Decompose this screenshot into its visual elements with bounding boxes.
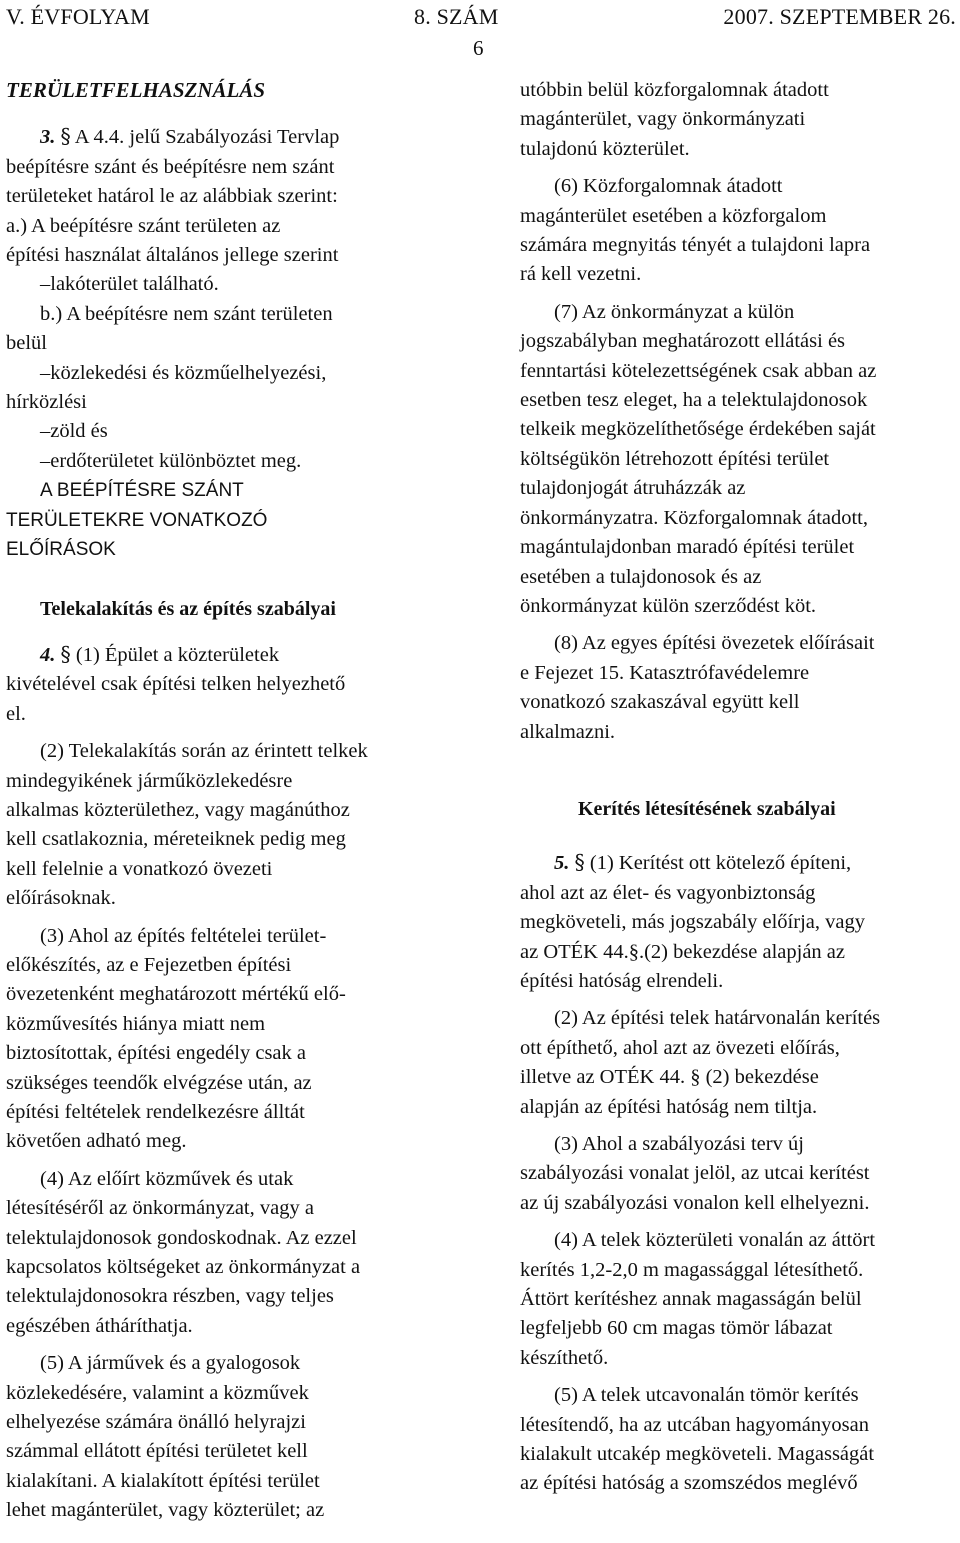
paragraph-4-2 <box>6 737 446 913</box>
text-line: alkalmas közterülethez, vagy magánúthoz <box>6 798 350 821</box>
text-line: biztosítottak, építési engedély csak a <box>6 1042 307 1065</box>
text-line: létesítéséről az önkormányzat, vagy a <box>6 1197 314 1220</box>
text-line: (3) Ahol az építés feltételei terület- <box>40 924 327 947</box>
text-line: telkeik megközelíthetősége érdekében saját <box>520 418 876 441</box>
text-line: (2) Az építési telek határvonalán kerítés <box>554 1007 881 1030</box>
text-line: el. <box>6 702 26 725</box>
text-line: mindegyikének járműközlekedésre <box>6 769 293 792</box>
text-line: (5) A járművek és a gyalogosok <box>40 1352 301 1375</box>
text-line: önkormányzat külön szerződést köt. <box>520 594 817 617</box>
caps-heading: TERÜLETEKRE VONATKOZÓ <box>6 509 268 531</box>
text-line: magánterület esetében a közforgalom <box>520 204 827 227</box>
text-line: ahol azt az élet- és vagyonbiztonság <box>520 881 816 904</box>
text-line: költségükön létrehozott építési terület <box>520 447 830 470</box>
text-line: fenntartási kötelezettségének csak abban az <box>520 359 877 382</box>
page-number: 6 <box>473 36 484 60</box>
paragraph-number: 3. <box>40 126 56 149</box>
text-line: építési feltételek rendelkezésre álltát <box>6 1101 305 1123</box>
text-line: szabályozási vonalat jelöl, az utcai kerítést <box>520 1162 870 1185</box>
text-line: (7) Az önkormányzat a külön <box>554 300 795 323</box>
text-line: önkormányzatra. Közforgalomnak átadott, <box>520 506 868 529</box>
caps-heading: A BEÉPÍTÉSRE SZÁNT <box>40 480 244 502</box>
paragraph-4-3 <box>6 922 446 1157</box>
text-line: elhelyezése számára önálló helyrajzi <box>6 1411 306 1434</box>
header-volume: V. ÉVFOLYAM <box>6 4 150 29</box>
paragraph-4-6 <box>520 172 960 290</box>
paragraph-4-7 <box>520 298 960 621</box>
text-line: magánterület, vagy önkormányzati <box>520 108 806 131</box>
paragraph-5-1 <box>520 848 960 996</box>
text-line: rá kell vezetni. <box>520 263 642 286</box>
text-line: e Fejezet 15. Katasztrófavédelemre <box>520 661 810 684</box>
left-column <box>6 76 446 1526</box>
text-line: alkalmazni. <box>520 720 616 743</box>
list-item: –zöld és <box>40 420 108 443</box>
subheading: Kerítés létesítésének szabályai <box>578 797 836 820</box>
text-line: kell felelnie a vonatkozó övezeti <box>6 857 273 880</box>
text-line: telektulajdonosok gondoskodnak. Az ezzel <box>6 1226 357 1249</box>
text-line: követően adható meg. <box>6 1130 187 1153</box>
text-line: jogszabályban meghatározott ellátási és <box>520 330 846 353</box>
text-line: lehet magánterület, vagy közterület; az <box>6 1499 325 1522</box>
text-line: területeket határol le az alábbiak szerint: <box>6 185 338 208</box>
paragraph-number: 4. <box>40 643 56 666</box>
list-item: –közlekedési és közműelhelyezési, <box>40 361 327 384</box>
text-line: (6) Közforgalomnak átadott <box>554 175 783 198</box>
text-line: kivételével csak építési telken helyezhető <box>6 673 346 696</box>
text-line: (2) Telekalakítás során az érintett telkek <box>40 740 368 763</box>
subheading: Telekalakítás és az építés szabályai <box>40 597 336 620</box>
text-line: szükséges teendők elvégzése után, az <box>6 1071 312 1094</box>
text-line: közművesítés hiánya miatt nem <box>6 1012 266 1035</box>
section-sign-icon: § <box>574 850 585 875</box>
text-line: számára megnyitás tényét a tulajdoni lapra <box>520 234 871 257</box>
header-date: 2007. SZEPTEMBER 26. <box>723 4 956 29</box>
text-line: utóbbin belül közforgalomnak átadott <box>520 79 829 101</box>
text-line: az OTÉK 44.§.(2) bekezdése alapján az <box>520 940 845 963</box>
text-line: (5) A telek utcavonalán tömör kerítés <box>554 1384 859 1407</box>
text-line: (4) Az előírt közművek és utak <box>40 1167 294 1190</box>
text-line: esetében a tulajdonosok és az <box>520 565 762 588</box>
text-line: övezetenként meghatározott mértékű elő- <box>6 983 346 1006</box>
text-line: beépítésre szánt és beépítésre nem szánt <box>6 155 335 178</box>
text-line: az építési hatóság a szomszédos meglévő <box>520 1472 858 1495</box>
text-line: (3) Ahol a szabályozási terv új <box>554 1133 804 1155</box>
text-line: építési használat általános jellege szerint <box>6 244 339 267</box>
text-line: illetve az OTÉK 44. § (2) bekezdése <box>520 1066 819 1089</box>
section-title: TERÜLETFELHASZNÁLÁS <box>6 78 266 102</box>
text-line: az új szabályozási vonalon kell elhelyezni. <box>520 1191 870 1214</box>
paragraph-4-4 <box>6 1165 446 1341</box>
text-line: (1) Épület a közterületek <box>70 643 280 666</box>
text-line: előkészítés, az e Fejezetben építési <box>6 953 292 976</box>
paragraph-4-5-continued <box>520 76 960 164</box>
text-line: számmal ellátott építési területet kell <box>6 1440 308 1463</box>
text-line: a.) A beépítésre szánt területen az <box>6 214 281 237</box>
text-line: vonatkozó szakaszával együtt kell <box>520 691 800 714</box>
paragraph-5-4 <box>520 1226 960 1373</box>
text-line: egészében átháríthatja. <box>6 1314 193 1337</box>
text-line: kerítés 1,2-2,0 m magassággal létesíthető. <box>520 1258 864 1281</box>
text-line: kialakult utcakép megköveteli. Magasságát <box>520 1443 875 1466</box>
list-item: –erdőterületet különböztet meg. <box>40 449 302 472</box>
text-line: (8) Az egyes építési övezetek előírásait <box>554 632 875 655</box>
text-line: A 4.4. jelű Szabályozási Tervlap <box>70 126 340 149</box>
text-line: létesítendő, ha az utcában hagyományosan <box>520 1413 869 1436</box>
text-line: (4) A telek közterületi vonalán az áttört <box>554 1229 876 1252</box>
paragraph-number: 5. <box>554 852 570 875</box>
text-line: közlekedésére, valamint a közművek <box>6 1381 309 1404</box>
text-line: belül <box>6 332 47 355</box>
text-line: ott építhető, ahol azt az övezeti előírás, <box>520 1036 840 1059</box>
text-line: kialakítani. A kialakított építési terület <box>6 1469 320 1492</box>
text-line: telektulajdonosokra részben, vagy teljes <box>6 1285 334 1308</box>
paragraph-5-3 <box>520 1130 960 1218</box>
page-header <box>0 4 960 32</box>
paragraph-4-1 <box>6 640 446 729</box>
paragraph-5-2 <box>520 1004 960 1122</box>
right-column <box>520 76 960 1499</box>
text-line: építési hatóság elrendeli. <box>520 969 724 992</box>
caps-heading: ELŐÍRÁSOK <box>6 539 116 561</box>
text-line: (1) Kerítést ott kötelező építeni, <box>584 852 852 875</box>
section-sign-icon: § <box>60 124 71 149</box>
text-line: b.) A beépítésre nem szánt területen <box>40 302 333 325</box>
paragraph-3 <box>6 122 446 564</box>
text-line: tulajdonú közterület. <box>520 137 690 160</box>
paragraph-4-5 <box>6 1349 446 1525</box>
text-line: kapcsolatos költségeket az önkormányzat a <box>6 1256 361 1279</box>
text-line: magántulajdonban maradó építési terület <box>520 536 855 559</box>
header-issue: 8. SZÁM <box>414 4 499 29</box>
text-block <box>520 879 960 997</box>
text-line: esetben tesz eleget, ha a telektulajdonosok <box>520 389 868 412</box>
text-line: készíthető. <box>520 1346 609 1369</box>
text-line: Áttört kerítéshez annak magasságán belül <box>520 1288 862 1311</box>
paragraph-5-5 <box>520 1381 960 1499</box>
paragraph-4-8 <box>520 629 960 747</box>
section-sign-icon: § <box>60 641 71 666</box>
text-line: tulajdonjogát átruházzák az <box>520 477 746 500</box>
text-line: legfeljebb 60 cm magas tömör lábazat <box>520 1317 833 1340</box>
text-line: alapján az építési hatóság nem tiltja. <box>520 1095 818 1118</box>
text-line: hírközlési <box>6 391 87 414</box>
text-line: megköveteli, más jogszabály előírja, vagy <box>520 911 865 934</box>
text-line: előírásoknak. <box>6 887 116 910</box>
list-item: –lakóterület található. <box>40 273 219 296</box>
text-line: kell csatlakoznia, méreteiknek pedig meg <box>6 828 346 851</box>
